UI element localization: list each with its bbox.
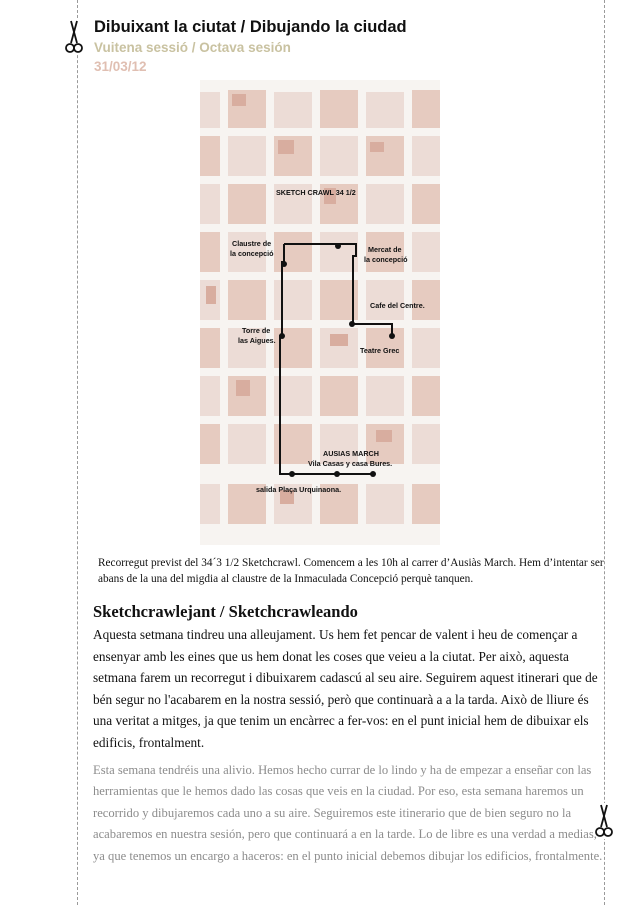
map-label-cafe: Cafe del Centre. (370, 301, 425, 310)
map-label-claustre: Claustre de (232, 239, 272, 248)
route-stop (279, 333, 285, 339)
map-label-mercat: la concepció (364, 255, 408, 264)
map-label-salida: salida Plaça Urquinaona. (256, 485, 342, 494)
map-label-ausias: AUSIAS MARCH (323, 449, 379, 458)
map-label-mercat: Mercat de (368, 245, 402, 254)
route-stop (289, 471, 295, 477)
route-stop (281, 261, 287, 267)
section-title: Sketchcrawlejant / Sketchcrawleando (93, 602, 358, 621)
map-label-ausias: Vila Casas y casa Bures. (308, 459, 393, 468)
route-map (200, 80, 440, 545)
page-title: Dibuixant la ciutat / Dibujando la ciudad (94, 18, 407, 36)
map-label-claustre: la concepció (230, 249, 274, 258)
route-stop (349, 321, 355, 327)
map-label-sketch-crawl: SKETCH CRAWL 34 1/2 (276, 188, 356, 197)
body-text-spanish: Esta semana tendréis una alivio. Hemos hecho currar de lo lindo y ha de empezar a enseñar con las herramientas que le hemos dado las cosas que veis en la ciudad. Por eso, esta semana haremos un recorrido y dibujaremos cada uno a su aire. Seguiremos este itinerario que de bien seguro no la acabaremos en nuestra sesión, pero que continuará a en la tarde. Lo de libre es una verdad a medias, ya que tenemos un encargo a haceros: en el punto inicial debemos dibujar los edificios, frontalmente. (93, 763, 603, 863)
body-text-catalan: Aquesta setmana tindreu una alleujament. Us hem fet pencar de valent i heu de començar a ensenyar amb les eines que us hem donat les coses que veieu a la ciutat. Per això, aquesta setmana farem un recorregut i dibuixarem cadascú al seu aire. Seguirem aquest itinerari que de bén segur no l'acabarem en la nostra sessió, però que continuarà a a la tarda. Això de lliure és una veritat a mitges, ja que tenim un encàrrec a fer-vos: en el punt inicial hem de dibuixar els edificis, frontalment. (93, 627, 598, 750)
map-caption: Recorregut previst del 34´3 1/2 Sketchcrawl. Comencem a les 10h al carrer d’Ausiàs March. Hem d’intentar ser abans de la una del migdia al claustre de la Inmaculada Concepció perquè tanquen. (98, 557, 604, 585)
route-stop (370, 471, 376, 477)
map-label-teatre: Teatre Grec (360, 346, 400, 355)
route-stop (335, 243, 341, 249)
route-stop (389, 333, 395, 339)
session-date: 31/03/12 (94, 59, 147, 74)
map-label-torre: Torre de (242, 326, 271, 335)
scissors-icon (64, 19, 84, 55)
map-label-torre: las Aigues. (238, 336, 276, 345)
session-subtitle: Vuitena sessió / Octava sesión (94, 40, 291, 55)
route-stop (334, 471, 340, 477)
cut-line-left (77, 0, 78, 905)
